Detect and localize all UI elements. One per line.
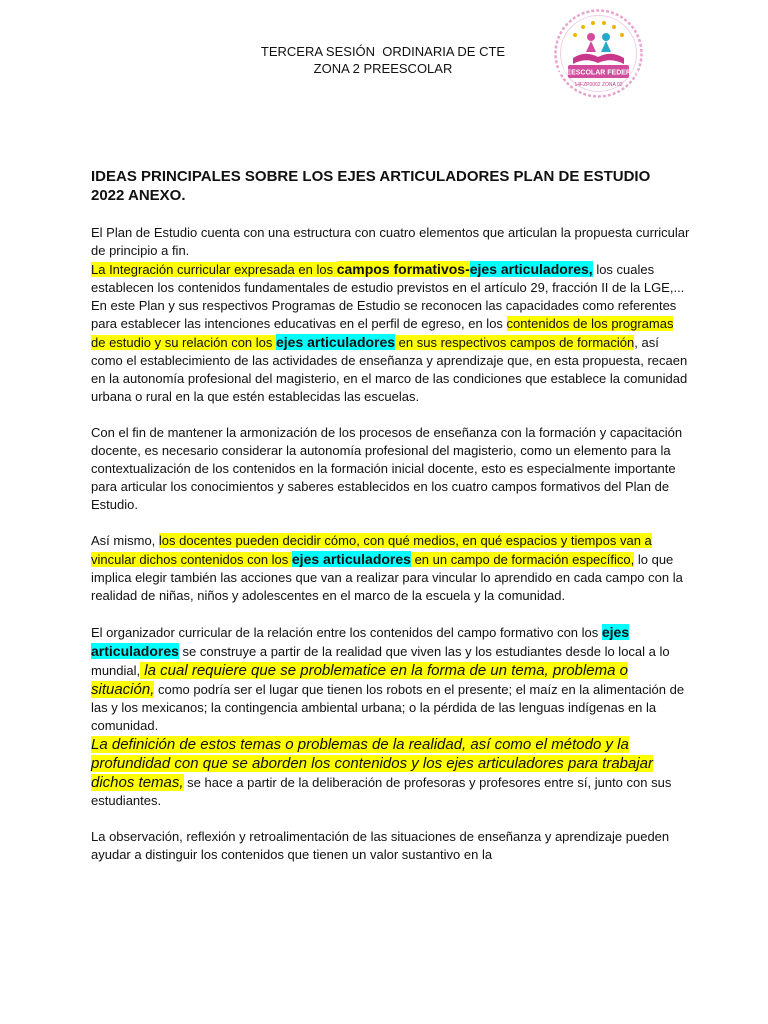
p3-ejes-articuladores: ejes articuladores (276, 334, 396, 350)
preescolar-federal-logo (553, 8, 644, 99)
p2-campos-formativos: campos formativos- (336, 261, 470, 277)
p3-text: En este Plan y sus respectivos Programas de Estudio se reconocen las capacidades como referentes para establecer las intenciones educativas en el perfil de egreso, en los (91, 298, 677, 331)
p1-text: El Plan de Estudio cuenta con una estructura con cuatro elementos que articulan la propuesta curricular de principio a fin. (91, 225, 690, 258)
paragraph-3 (91, 297, 691, 406)
paragraph-5 (91, 532, 691, 605)
p4-text: Con el fin de mantener la armonización de los procesos de enseñanza con la formación y capacitación docente, es necesario considerar la autonomía profesional del magisterio, como un elemento para la contextualización de los contenidos en la formación inicial docente, esto es especialmente importante para articular los conocimientos y saberes establecidos en los cuatro campos formativos del Plan de Estudio. (91, 425, 683, 512)
p5-highlight: los docentes pueden decidir cómo, con qué medios, en qué espacios y tiempos van a vincular dichos contenidos con los (91, 533, 652, 567)
p5-highlight-2: en un campo de formación específico, (410, 552, 635, 567)
p6-text: El organizador curricular de la relación entre los contenidos del campo formativo con los (91, 625, 602, 640)
header-line-session: TERCERA SESIÓN ORDINARIA DE CTE (260, 44, 506, 59)
p2-ejes-articuladores: ejes articuladores, (469, 261, 593, 277)
document-body (91, 224, 691, 882)
p3-text-2: , así como el establecimiento de las actividades de enseñanza y aprendizaje que, en esta propuesta, recaen en la autonomía profesional del magisterio, en el marco de las condiciones que establece la comunidad urbana o rural en la que estén establecidas las escuelas. (91, 335, 688, 404)
paragraph-1 (91, 224, 691, 260)
p5-ejes-articuladores: ejes articuladores (291, 551, 411, 567)
p7-italic-highlight: La definición de estos temas o problemas de la realidad, así como el método y la profundidad con que se aborden los contenidos y los ejes articuladores para trabajar dichos temas, (91, 736, 654, 791)
logo-name: PREESCOLAR FEDERAL (556, 69, 641, 77)
paragraph-6 (91, 623, 691, 735)
header-line-zone: ZONA 2 PREESCOLAR (313, 61, 453, 76)
paragraph-2 (91, 260, 691, 297)
p6-text-2: se construye a partir de la realidad que viven las y los estudiantes desde lo local a lo mundial, (91, 644, 670, 678)
p8-text: La observación, reflexión y retroalimentación de las situaciones de enseñanza y aprendizaje pueden ayudar a distinguir los contenidos que tienen un valor sustantivo en la (91, 829, 670, 862)
p5-text-2: lo que implica elegir también las acciones que van a realizar para vincular lo aprendido en cada campo con la realidad de niñas, niños y adolescentes en el marco de la escuela y la comunidad. (91, 552, 683, 603)
logo-code: 14FZP0002 ZONA 02 (574, 82, 623, 88)
p2-text: los cuales establecen los contenidos fundamentales de estudio previstos en el artículo 29, fracción II de la LGE,... (91, 262, 685, 295)
paragraph-4 (91, 424, 691, 514)
document-title: IDEAS PRINCIPALES SOBRE LOS EJES ARTICULADORES PLAN DE ESTUDIO 2022 ANEXO. (91, 168, 651, 204)
p6-text-3: como podría ser el lugar que tienen los robots en el presente; el maíz en la alimentación de las y los mexicanos; la contingencia ambiental urbana; o la pérdida de las lenguas indígenas en la comunidad. (91, 682, 685, 733)
p7-text: se hace a partir de la deliberación de profesoras y profesores entre sí, junto con sus estudiantes. (91, 775, 672, 808)
p3-highlight-2: en sus respectivos campos de formación (395, 335, 635, 350)
paragraph-7 (91, 735, 691, 810)
page-header (215, 43, 551, 77)
p3-highlight: contenidos de los programas de estudio y su relación con los (91, 316, 674, 350)
p5-text: Así mismo, (91, 533, 159, 548)
p6-ejes-articuladores: ejes articuladores (91, 624, 630, 659)
p2-highlight: La Integración curricular expresada en los (91, 262, 337, 277)
paragraph-8 (91, 828, 691, 864)
p6-italic-highlight: la cual requiere que se problematice en la forma de un tema, problema o situación, (91, 662, 628, 698)
